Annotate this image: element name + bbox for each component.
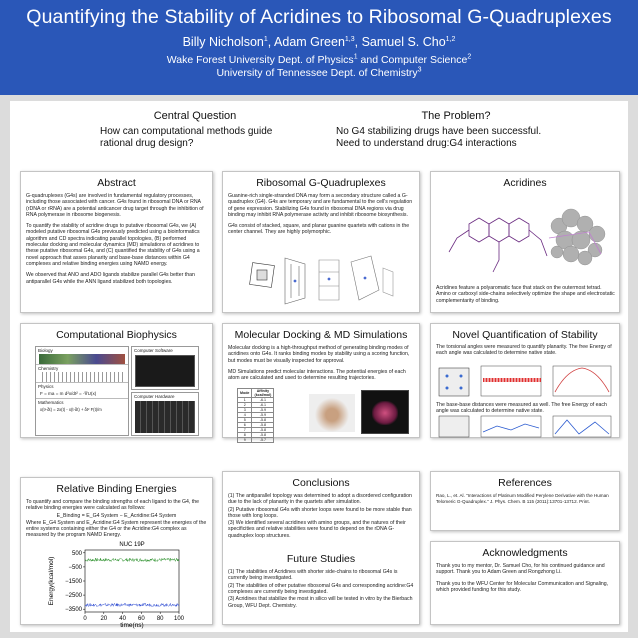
author-2-sup: 1,3 xyxy=(344,35,355,43)
x-tick-label: 80 xyxy=(156,616,164,622)
author-3-sup: 1,2 xyxy=(445,35,456,43)
future-1: (1) The stabilities of Acridines with shorter side-chains to ribosomal G4s is currently being investigated. xyxy=(228,569,398,582)
references-text xyxy=(431,493,619,504)
reference-1: Rao, L., et. Al. "Interactions of Platinum Modified Perylene Derivative with the Human Telomeric G-Quadruplex." J. Phys. Chem. B 115 (2011):13701-13712. Print. xyxy=(436,493,609,504)
affinity-cell: -5.8 xyxy=(252,418,274,423)
acknowledgments-panel xyxy=(430,541,620,625)
novel-quantification-panel xyxy=(430,323,620,438)
mode-cell: 7 xyxy=(238,428,252,433)
x-tick-label: 20 xyxy=(100,616,108,622)
ribosomal-title: Ribosomal G-Quadruplexes xyxy=(256,177,386,189)
references-panel xyxy=(430,471,620,531)
chart-title: NUC 19P xyxy=(119,542,145,548)
x-tick-label: 0 xyxy=(83,616,87,622)
affinity-cell: -6.1 xyxy=(252,398,274,403)
novel-p2: The base-base distances were measured as well. The free Energy of each angle was calculated to determine native state. xyxy=(436,402,607,415)
y-axis-label: Energy(kcal/mol) xyxy=(48,556,55,606)
conclusion-2: (2) Putative ribosomal G4s with shorter loops were found to be more stable than those with long loops. xyxy=(228,506,412,519)
references-title: References xyxy=(498,477,552,489)
comp-bio-disciplines xyxy=(35,346,129,436)
affinity-cell: -6.1 xyxy=(252,403,274,408)
y-tick-label: 500 xyxy=(71,550,82,557)
mode-cell: 6 xyxy=(238,423,252,428)
acknowledgments-p2: Thank you to the WFU Center for Molecular Communication and Signaling, which provided funding for this study. xyxy=(436,580,609,593)
affinity-cell: -5.8 xyxy=(252,428,274,433)
md-simulation-image xyxy=(361,390,409,434)
mode-cell: 1 xyxy=(238,398,252,403)
conclusions-panel xyxy=(222,471,420,625)
ribosomal-p1: Guanine-rich single-stranded DNA may form a secondary structure called a G-quadruplex (G4). G4s are temporary and are fundamental to the cell's regulation of gene expression. Stabilizing G4s found in ribosomal DNA regions via drug binding may inhibit RNA polymerase activity and inhibit ribosome biosynthesis. xyxy=(228,193,413,218)
conclusions-text xyxy=(223,493,419,539)
hardware-label: Computer Hardware xyxy=(134,394,175,399)
affinity-cell: -5.8 xyxy=(252,433,274,438)
ribosomal-p2: G4s consist of stacked, square, and planar guanine quartets with cations in the center channel. They are highly polymorphic. xyxy=(228,223,410,236)
rbe-equation: E_Binding = E_G4 System − E_Acridine:G4 System xyxy=(56,512,177,519)
conclusion-1: (1) The antiparallel topology was determined to adopt a disordered configuration due to the lack of planarity in the quartets after simulation. xyxy=(228,493,412,506)
aff-ut: University of Tennessee Dept. of Chemistry xyxy=(216,66,418,79)
table-row xyxy=(238,438,274,443)
affinity-cell: -5.9 xyxy=(252,413,274,418)
acknowledgments-p1: Thank you to my mentor, Dr. Samuel Cho, for his continued guidance and support. Thank you to Adam Green and Rongzhong Li. xyxy=(436,563,605,576)
abstract-p1: G-quadruplexes (G4s) are involved in fundamental regulatory processes, including those associated with cancer. G4s found in ribosomal DNA or RNA (rDNA or rRNA) are a potential anticancer drug target through the inhibition of RNA polymerase in ribosome biogenesis. xyxy=(26,193,204,218)
y-tick-label: −3500 xyxy=(65,607,82,614)
acknowledgments-text xyxy=(431,563,619,593)
problem-heading: The Problem? xyxy=(421,110,491,122)
docking-p2: MD Simulations predict molecular interactions. The potential energies of each atom are calculated and used to determine resulting trajectories. xyxy=(228,368,406,382)
rbe-p1: To quantify and compare the binding strengths of each ligand to the G4, the relative binding energies were calculated as follows: xyxy=(26,499,200,512)
chemistry-label: Chemistry xyxy=(36,364,128,372)
future-2: (2) The stabilities of other putative ribosomal G4s and corresponding acridine:G4 complexes are currently being investigated. xyxy=(228,582,414,595)
docking-complex-image xyxy=(309,394,355,432)
y-tick-label: −1500 xyxy=(65,579,82,585)
g4-structure-figure xyxy=(247,250,397,310)
future-text xyxy=(223,569,419,609)
problem-line1: No G4 stabilizing drugs have been successful. xyxy=(336,126,542,137)
mode-cell: 2 xyxy=(238,403,252,408)
novel-title: Novel Quantification of Stability xyxy=(452,329,598,341)
central-question xyxy=(100,110,290,150)
rbe-text xyxy=(21,499,212,539)
mathematics-label: Mathematics xyxy=(36,398,128,406)
mode-cell: 9 xyxy=(238,438,252,443)
comp-bio-panel xyxy=(20,323,213,438)
conclusion-3: (3) We identified several acridines with amino groups, and the natures of their specificities and relative stabilities were found to depend on the rDNA G-quadruplex loop structures. xyxy=(228,520,406,539)
math-equation: x(t+δt) = 2x(t) - x(t-δt) + δt² F(t)/m xyxy=(40,407,102,412)
physics-equation: F = ma = m d²x/dt² = -∇U(x) xyxy=(40,391,97,396)
comp-bio-title: Computational Biophysics xyxy=(56,329,177,341)
mode-cell: 4 xyxy=(238,413,252,418)
aff-wfu: Wake Forest University Dept. of Physics xyxy=(166,54,354,66)
poster-body xyxy=(10,101,628,632)
mode-cell: 8 xyxy=(238,433,252,438)
x-tick-label: 40 xyxy=(119,616,126,622)
author-1-sup: 1 xyxy=(263,35,268,43)
aff-cs: and Computer Science xyxy=(357,54,468,66)
biology-image xyxy=(39,354,125,364)
affinity-cell: -5.8 xyxy=(252,423,274,428)
affinity-cell: -5.7 xyxy=(252,438,274,443)
novel-p1: The torsional angles were measured to quantify planarity. The free Energy of each angle was calculated to determine native state. xyxy=(436,344,612,357)
acridines-title: Acridines xyxy=(503,177,547,189)
poster-header xyxy=(0,0,638,95)
x-tick-label: 60 xyxy=(138,616,145,622)
mode-cell: 3 xyxy=(238,408,252,413)
y-tick-label: −2500 xyxy=(65,593,82,600)
acridines-panel xyxy=(430,171,620,313)
central-question-line1: How can computational methods guide xyxy=(100,126,273,137)
docking-title: Molecular Docking & MD Simulations xyxy=(234,329,408,341)
problem-line2: Need to understand drug:G4 interactions xyxy=(336,138,517,149)
docking-affinity-table xyxy=(237,388,274,443)
md-simulation-box xyxy=(372,401,398,425)
abstract-p2: To quantify the stability of acridine drugs to putative ribosomal G4s, we (A) modeled putative ribosomal G4s previously predicted using a bioinformatics algorithm and CD spectra indicating parallel topologies, (B) performed molecular docking and molecular dynamics (MD) simulations of acridines to these putative ribosomal G4s, and (C) quantified the stability of G4s using a novel approach that asses planarity and base-base distances within G4 complexes and relative binding energies using NAMD energy. xyxy=(26,223,200,267)
affiliation-1 xyxy=(0,54,638,67)
author-2: Adam Green xyxy=(274,35,345,49)
torsion-figures xyxy=(437,362,615,400)
software-box xyxy=(131,346,199,390)
aff-wfu-sup: 1 xyxy=(353,53,358,61)
hardware-box xyxy=(131,392,199,436)
author-line: Billy Nicholson$^1$, Adam Green$^{1,3}$, Samuel S. Cho$^{1,2}$ xyxy=(182,35,456,49)
acridines-caption: Acridines feature a polyaromatic face that stack on the outermost tetrad. Amino or carboxyl side-chains selectively optimize the shape and electrostatic complementarity of binding. xyxy=(436,285,615,304)
x-axis-label: time(ns) xyxy=(120,622,144,629)
ribosomal-text xyxy=(223,193,419,236)
ribosomal-g4-panel xyxy=(222,171,420,313)
software-screen xyxy=(135,355,195,387)
rbe-p2: Where E_G4 System and E_Acridine:G4 System represent the energies of the entire systems containing either the G4 or the Acridine:G4 complex as measured by the program NAMD Energy. xyxy=(26,519,207,539)
rbe-title: Relative Binding Energies xyxy=(56,483,177,495)
conclusions-title: Conclusions xyxy=(292,477,350,489)
abstract-title: Abstract xyxy=(97,177,136,189)
docking-table-body xyxy=(238,398,274,443)
docking-p1: Molecular docking is a high-throughput method of generating binding modes of acridines onto G4s. It ranks binding modes by stability using a scoring function, but modes must be visually inspected for approval. xyxy=(228,345,410,364)
author-1: Billy Nicholson xyxy=(182,35,264,49)
physics-label: Physics xyxy=(36,382,128,390)
acridine-structure-figure xyxy=(439,194,613,280)
author-3: Samuel S. Cho xyxy=(361,35,446,49)
problem-statement xyxy=(336,110,576,150)
central-question-heading: Central Question xyxy=(153,110,237,122)
biology-label: Biology xyxy=(38,348,53,353)
aff-cs-sup: 2 xyxy=(467,53,472,61)
affinity-cell: -5.9 xyxy=(252,408,274,413)
chemistry-image xyxy=(39,372,125,382)
future-title: Future Studies xyxy=(286,553,356,566)
abstract-p3: We observed that ANO and ADO ligands stabilize parallel G4s better than antiparallel G4s while the ANN ligand stabilized both topologies. xyxy=(26,272,195,285)
docking-text xyxy=(223,345,419,381)
poster-title: Quantifying the Stability of Acridines to Ribosomal G-Quadruplexes xyxy=(26,6,612,28)
y-tick-label: −500 xyxy=(68,564,82,571)
hardware-image xyxy=(135,401,195,433)
software-label: Computer Software xyxy=(134,348,173,353)
distance-figures xyxy=(437,416,615,438)
affinity-header: Affinity (kcal/mol) xyxy=(252,389,274,398)
comp-bio-computing xyxy=(131,346,199,436)
mode-header: Mode xyxy=(238,389,252,398)
abstract-text xyxy=(21,193,212,285)
future-3: (3) Acridines that stabilize the most in silico will be tested in vitro by the Bierbach Group, WFU Dept. Chemistry. xyxy=(228,596,413,609)
acknowledgments-title: Acknowledgments xyxy=(482,547,568,559)
affiliation-2 xyxy=(0,67,638,80)
mode-cell: 5 xyxy=(238,418,252,423)
docking-panel xyxy=(222,323,420,442)
aff-ut-sup: 3 xyxy=(417,66,422,73)
binding-energy-panel xyxy=(20,477,213,629)
x-tick-label: 100 xyxy=(173,616,185,622)
binding-energy-chart xyxy=(21,536,214,629)
abstract-panel xyxy=(20,171,213,313)
central-question-line2: rational drug design? xyxy=(100,138,194,149)
